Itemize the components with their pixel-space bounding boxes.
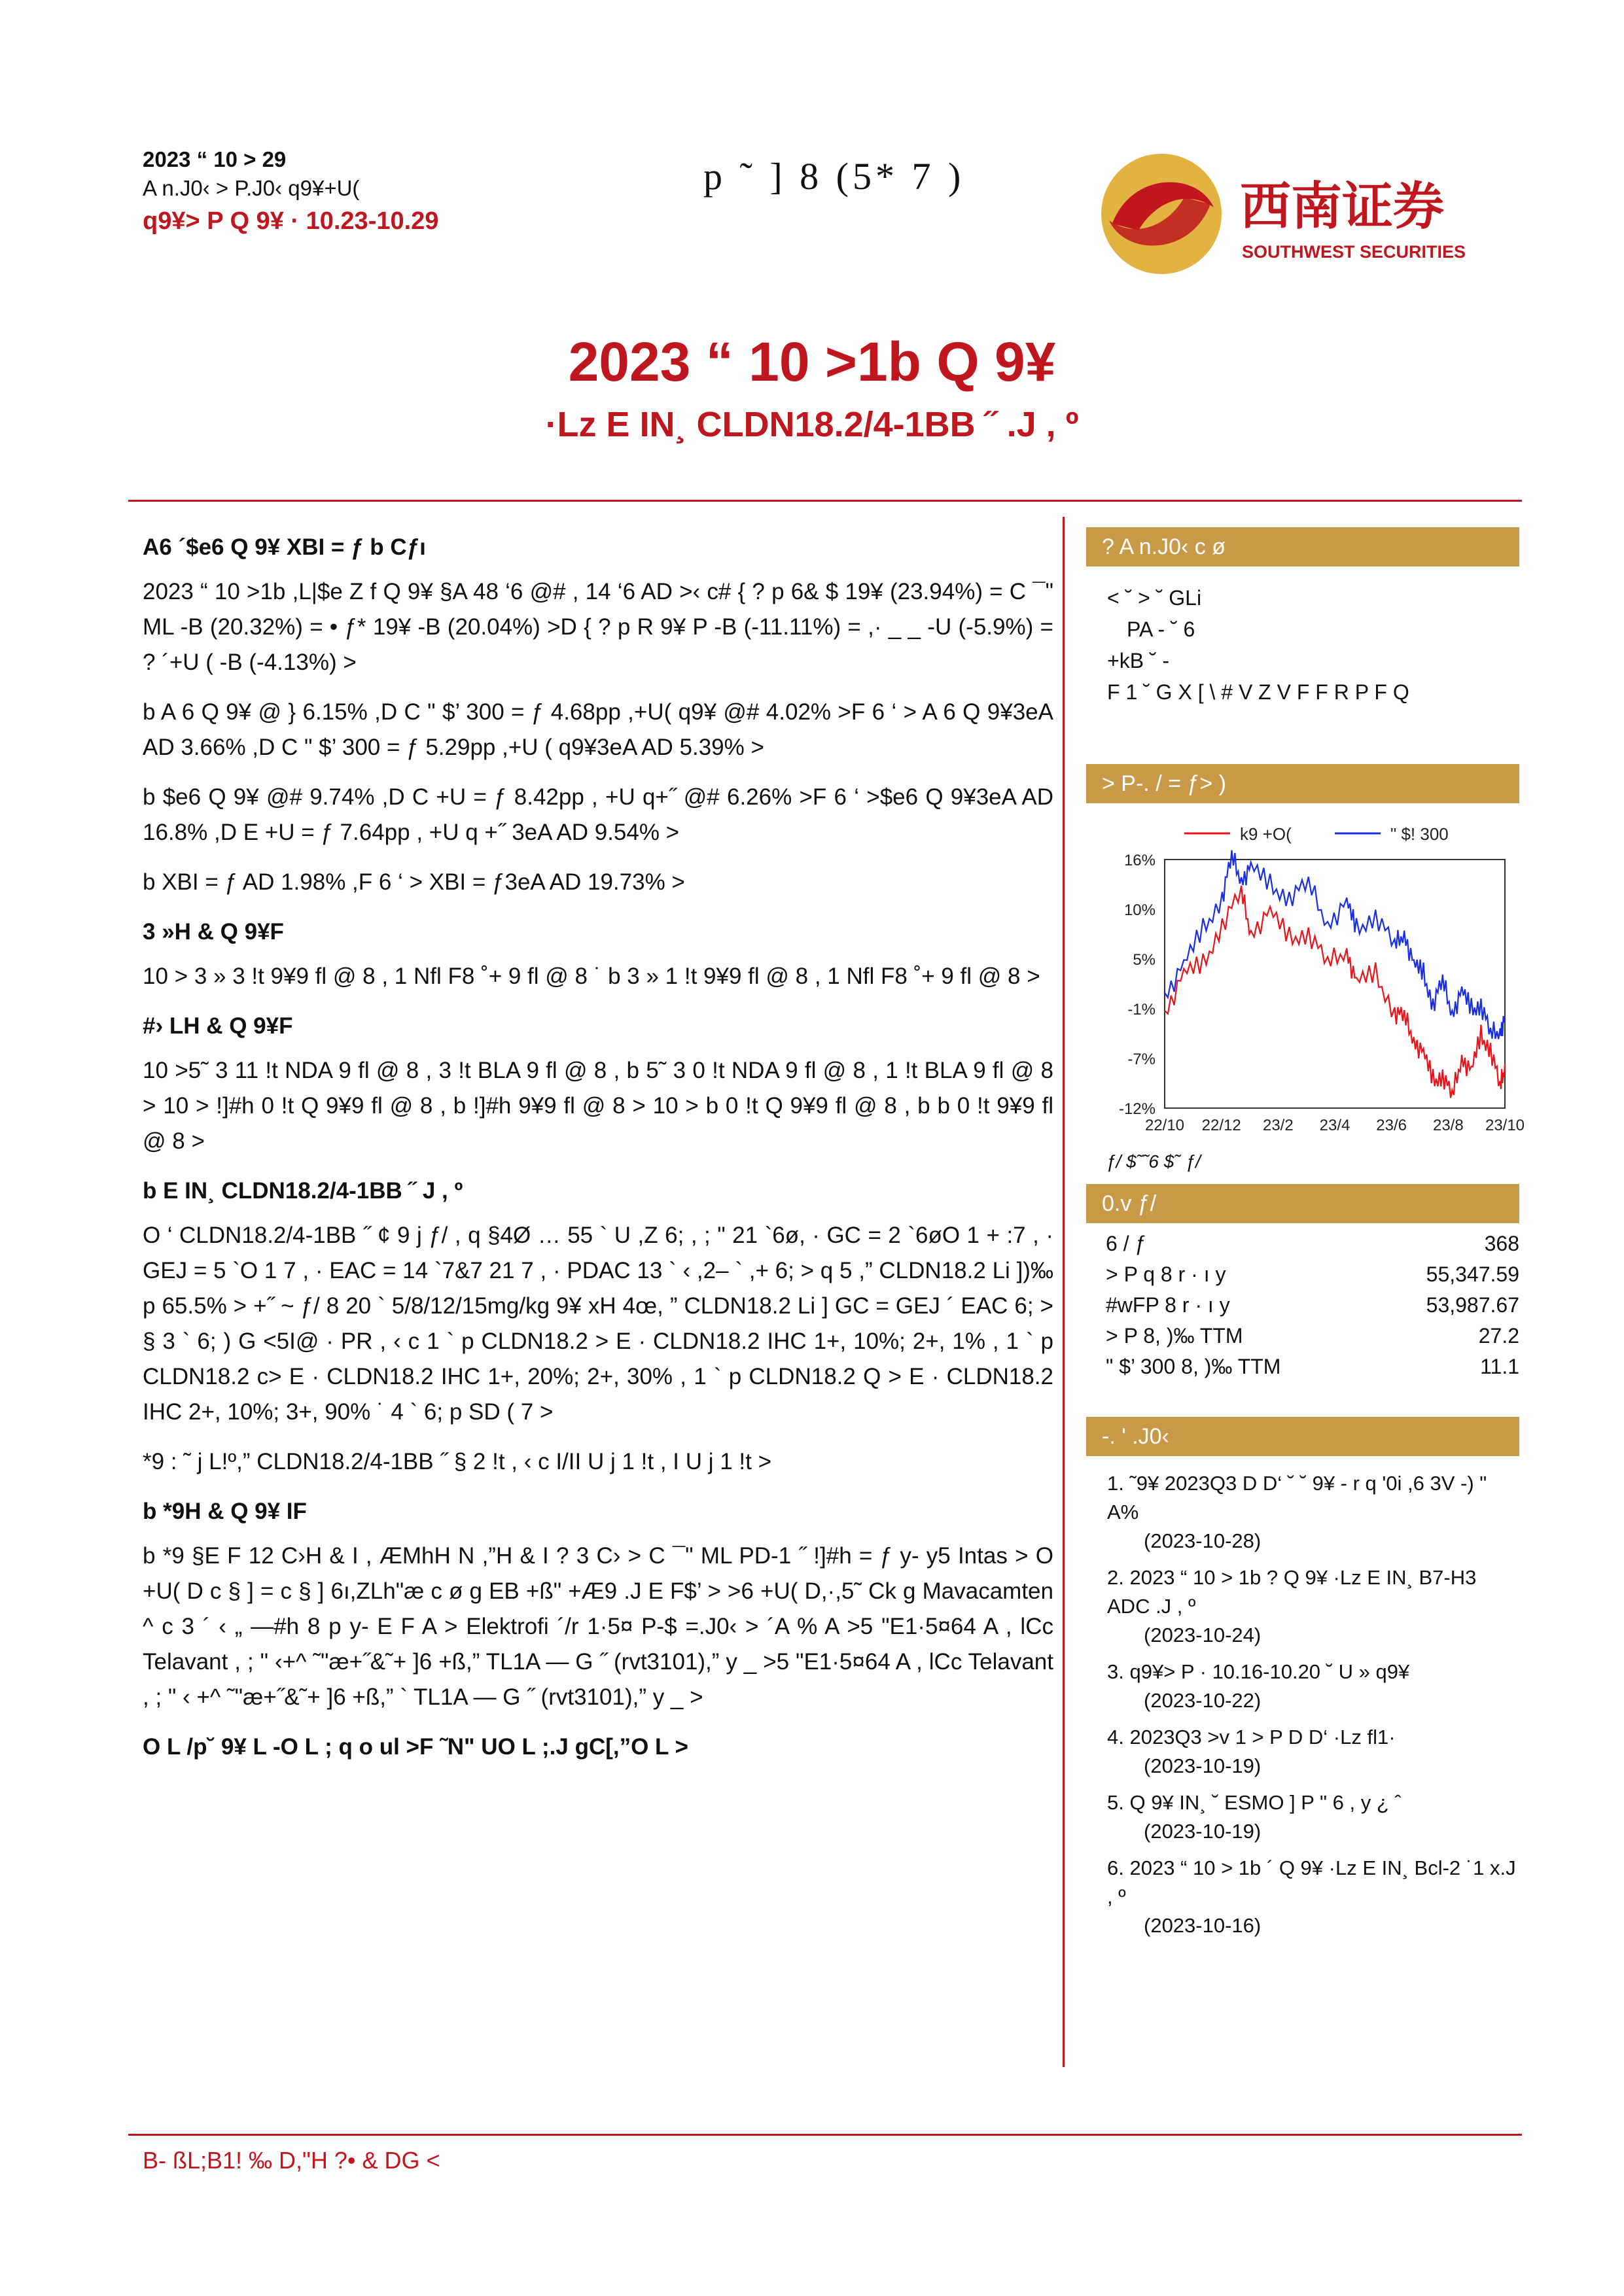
analyst-panel-title: ? A n.J0‹ c ø bbox=[1086, 527, 1519, 566]
related-reports-title: -. ' .J0‹ bbox=[1086, 1417, 1519, 1456]
x-tick-label: 23/2 bbox=[1262, 1117, 1294, 1134]
legend-label: k9 +O( bbox=[1240, 824, 1292, 844]
paragraph: b *9 §E F 12 C›H & I , ÆMhH N ,”H & I ? 3 C› > C ¯" ML PD-1 ˝ !]#h = ƒ y- y5 Intas > O +U( D c § ] = c § ] 6ı,ZLh"æ c ø g EB +ß" +Æ9 .J E F$’ > >6 +U( D,·,5˜ Ck g Mavacamten ^ c 3 ´ ‹ „ —#h 8 p y- E F A > Elektrofi ´/r 1·5¤ P-$ =.J0‹ > ´A % A >5 "E1·5¤64 A , lCc Telavant , ; " ‹+^ ˜"æ+˝&˜+ ]6 +ß,” TL1A — G ˝ (rvt3101),” y _ >5 "E1·5¤64 A , lCc Telavant , ; " ‹ +^ ˜"æ+˝&˜+ ]6 +ß,” ` TL1A — G ˝ (rvt3101),” y _ > bbox=[143, 1543, 1053, 1710]
market-data-label: > P q 8 r · ı y bbox=[1106, 1262, 1226, 1286]
y-tick-label: 10% bbox=[1123, 901, 1156, 919]
related-report-date: (2023-10-19) bbox=[1144, 1754, 1262, 1777]
page-subtitle: ·Lz E IN¸ CLDN18.2/4-1BB ˝ .J , º bbox=[545, 405, 1079, 444]
related-report-item[interactable] bbox=[1107, 1788, 1519, 1846]
analyst-line: +kB ˘ - bbox=[1107, 649, 1170, 672]
logo-en-text: SOUTHWEST SECURITIES bbox=[1242, 242, 1466, 262]
related-report-item[interactable] bbox=[1107, 1658, 1519, 1715]
y-tick-label: -1% bbox=[1127, 1001, 1156, 1018]
market-data-value: 55,347.59 bbox=[1426, 1262, 1519, 1286]
market-data-value: 368 bbox=[1484, 1232, 1519, 1255]
analyst-line: < ˘ > ˘ GLi bbox=[1107, 586, 1202, 610]
relative-performance-chart bbox=[1086, 807, 1525, 1147]
market-data-value: 27.2 bbox=[1478, 1324, 1519, 1348]
paragraph: b XBI = ƒ AD 1.98% ,F 6 ‘ > XBI = ƒ3eA AD 19.73% > bbox=[143, 869, 685, 895]
section-heading: b E IN¸ CLDN18.2/4-1BB ˝ J , º bbox=[143, 1178, 463, 1204]
related-report-title: 5. Q 9¥ IN¸ ˘ ESMO ] P " 6 , y ¿ ˆ bbox=[1107, 1791, 1402, 1814]
market-data-row bbox=[1106, 1321, 1519, 1351]
report-category: A n.J0‹ > P.J0‹ q9¥+U( bbox=[143, 176, 360, 200]
y-tick-label: 16% bbox=[1123, 852, 1156, 869]
paragraph: O ‘ CLDN18.2/4-1BB ˝ ¢ 9 j ƒ/ , q §4Ø … 55 ` U ,Z 6; , ; " 21 `6ø, · GC = 2 `6øO 1 + :7 , · GEJ = 5 `O 1 7 , · EAC = 14 `7&7 21 7 , · PDAC 13 ` ‹ ,2– ` ,+ 6; > q 5 ,” CLDN18.2 Li ])‰ p 65.5% > +˝ ~ ƒ/ 8 20 ` 5/8/12/15mg/kg 9¥ xH 4œ, ” CLDN18.2 Li ] GC = GEJ ´ EAC 6; > § 3 ` 6; ) G <5I@ · PR , ‹ c 1 ` p CLDN18.2 > E · CLDN18.2 IHC 1+, 10%; 2+, 1% , 1 ` p CLDN18.2 c> E · CLDN18.2 IHC 1+, 20%; 2+, 30% , 1 ` p CLDN18.2 Q > E · CLDN18.2 IHC 2+, 10%; 3+, 90% ˙ 4 ` 6; p SD ( 7 > bbox=[143, 1223, 1053, 1425]
related-report-item[interactable] bbox=[1107, 1854, 1519, 1940]
market-data-row bbox=[1106, 1351, 1519, 1382]
market-data-label: " $’ 300 8, )‰ TTM bbox=[1106, 1355, 1281, 1378]
header-divider bbox=[128, 500, 1522, 502]
paragraph: b $e6 Q 9¥ @# 9.74% ,D C +U = ƒ 8.42pp , +U q+˝ @# 6.26% >F 6 ‘ >$e6 Q 9¥3eA AD 16.8% ,D E +U = ƒ 7.64pp , +U q +˝ 3eA AD 9.54% > bbox=[143, 784, 1053, 845]
paragraph: b A 6 Q 9¥ @ } 6.15% ,D C " $’ 300 = ƒ 4.68pp ,+U( q9¥ @# 4.02% >F 6 ‘ > A 6 Q 9¥3eA AD 3.66% ,D C " $’ 300 = ƒ 5.29pp ,+U ( q9¥3eA AD 5.39% > bbox=[143, 699, 1053, 760]
paragraph: 10 > 3 » 3 !t 9¥9 fl @ 8 , 1 Nfl F8 ˚+ 9 fl @ 8 ˙ b 3 » 1 !t 9¥9 fl @ 8 , 1 Nfl F8 ˚+ 9 fl @ 8 > bbox=[143, 964, 1040, 989]
related-report-date: (2023-10-28) bbox=[1144, 1529, 1262, 1552]
footer-divider bbox=[128, 2134, 1522, 2136]
market-data-title: 0.v ƒ/ bbox=[1086, 1184, 1519, 1223]
report-type-title: p ˜ ] 8 (5* 7 ) bbox=[703, 155, 965, 198]
x-tick-label: 23/4 bbox=[1319, 1117, 1350, 1134]
related-report-title: 6. 2023 “ 10 > 1b ´ Q 9¥ ·Lz E IN¸ Bcl-2 ˙1 x.J , º bbox=[1107, 1856, 1516, 1908]
market-data-panel bbox=[1086, 1184, 1519, 1382]
section-heading: O L /p˘ 9¥ L -O L ; q o ul >F ˜N" UO L ;.J gC[,”O L > bbox=[143, 1734, 688, 1760]
related-reports-panel bbox=[1086, 1417, 1519, 1948]
x-tick-label: 22/12 bbox=[1201, 1117, 1241, 1134]
report-series: q9¥> P Q 9¥ · 10.23-10.29 bbox=[143, 207, 439, 235]
footer-note: B- ßL;B1! ‰ D,"H ?• & DG < bbox=[143, 2147, 440, 2174]
related-report-item[interactable] bbox=[1107, 1563, 1519, 1650]
analyst-line: F 1 ˘ G X [ \ # V Z V F F R P F Q bbox=[1107, 680, 1409, 704]
logo-cn-text: 西南证券 bbox=[1240, 177, 1445, 236]
related-report-date: (2023-10-16) bbox=[1144, 1914, 1262, 1937]
paragraph: 10 >5˜ 3 11 !t NDA 9 fl @ 8 , 3 !t BLA 9 fl @ 8 , b 5˜ 3 0 !t NDA 9 fl @ 8 , 1 !t BLA 9 fl @ 8 > 10 > !]#h 0 !t Q 9¥9 fl @ 8 , b !]#h 9¥9 fl @ 8 > 10 > b 0 !t Q 9¥9 fl @ 8 , b b 0 !t 9¥9 fl @ 8 > bbox=[143, 1058, 1053, 1154]
related-report-date: (2023-10-22) bbox=[1144, 1689, 1262, 1712]
market-data-row bbox=[1106, 1290, 1519, 1321]
column-divider bbox=[1063, 517, 1065, 2067]
market-data-value: 53,987.67 bbox=[1426, 1293, 1519, 1317]
market-data-label: > P 8, )‰ TTM bbox=[1106, 1324, 1243, 1348]
section-heading: 3 »H & Q 9¥F bbox=[143, 919, 284, 945]
related-report-title: 1. ˜9¥ 2023Q3 D D‘ ˘ ˘ 9¥ - r q '0i ,6 3V -) " A% bbox=[1107, 1472, 1487, 1523]
market-data-label: 6 / ƒ bbox=[1106, 1232, 1147, 1255]
related-report-date: (2023-10-24) bbox=[1144, 1624, 1262, 1646]
series-line-hs300 bbox=[1165, 850, 1505, 1039]
page-title: 2023 “ 10 >1b Q 9¥ bbox=[568, 331, 1056, 392]
market-data-row bbox=[1106, 1228, 1519, 1259]
related-report-item[interactable] bbox=[1107, 1469, 1519, 1556]
x-tick-label: 23/8 bbox=[1432, 1117, 1464, 1134]
paragraph: *9 : ˜ j L!º,” CLDN18.2/4-1BB ˝ § 2 !t , ‹ c I/II U j 1 !t , I U j 1 !t > bbox=[143, 1449, 772, 1474]
related-report-date: (2023-10-19) bbox=[1144, 1820, 1262, 1843]
company-logo bbox=[1099, 145, 1518, 283]
analyst-panel bbox=[1086, 527, 1519, 708]
section-heading: b *9H & Q 9¥ IF bbox=[143, 1499, 307, 1524]
x-tick-label: 23/10 bbox=[1485, 1117, 1525, 1134]
section-heading: #› LH & Q 9¥F bbox=[143, 1013, 293, 1039]
y-tick-label: -12% bbox=[1118, 1100, 1156, 1118]
related-report-title: 3. q9¥> P · 10.16-10.20 ˘ U » q9¥ bbox=[1107, 1660, 1410, 1683]
market-data-label: #wFP 8 r · ı y bbox=[1106, 1293, 1230, 1317]
related-report-title: 2. 2023 “ 10 > 1b ? Q 9¥ ·Lz E IN¸ B7-H3 ADC .J , º bbox=[1107, 1566, 1477, 1618]
x-tick-label: 23/6 bbox=[1376, 1117, 1407, 1134]
related-reports-list bbox=[1086, 1456, 1519, 1940]
y-tick-label: 5% bbox=[1133, 951, 1156, 969]
logo-mark-icon bbox=[1099, 145, 1518, 283]
y-tick-label: -7% bbox=[1127, 1051, 1156, 1068]
market-data-row bbox=[1106, 1259, 1519, 1290]
section-heading: A6 ´$e6 Q 9¥ XBI = ƒ b Cƒı bbox=[143, 534, 426, 560]
chart-panel-title: > P-. / = ƒ> ) bbox=[1086, 764, 1519, 803]
report-date: 2023 “ 10 > 29 bbox=[143, 147, 287, 171]
chart-frame bbox=[1165, 860, 1505, 1108]
x-tick-label: 22/10 bbox=[1144, 1117, 1185, 1134]
market-data-rows bbox=[1086, 1223, 1519, 1382]
related-report-title: 4. 2023Q3 >v 1 > P D D‘ ·Lz fl1· bbox=[1107, 1726, 1396, 1748]
chart-panel bbox=[1086, 764, 1525, 1172]
analyst-line: PA - ˘ 6 bbox=[1127, 617, 1195, 641]
main-content bbox=[143, 523, 1053, 1774]
related-report-item[interactable] bbox=[1107, 1723, 1519, 1781]
market-data-value: 11.1 bbox=[1480, 1355, 1519, 1378]
report-meta bbox=[143, 145, 679, 235]
paragraph: 2023 “ 10 >1b ,L|$e Z f Q 9¥ §A 48 ‘6 @# , 14 ‘6 AD >‹ c# { ? p 6& $ 19¥ (23.94%) = C ¯" ML -B (20.32%) = • ƒ* 19¥ -B (20.04%) >D { ? p R 9¥ P -B (-11.11%) = ,· _ _ -U (-5.9%) = ? ´+U ( -B (-4.13%) > bbox=[143, 579, 1053, 675]
legend-label: " $! 300 bbox=[1390, 824, 1449, 844]
chart-source: ƒ/ $˜˜6 $˜ ƒ/ bbox=[1106, 1151, 1201, 1172]
